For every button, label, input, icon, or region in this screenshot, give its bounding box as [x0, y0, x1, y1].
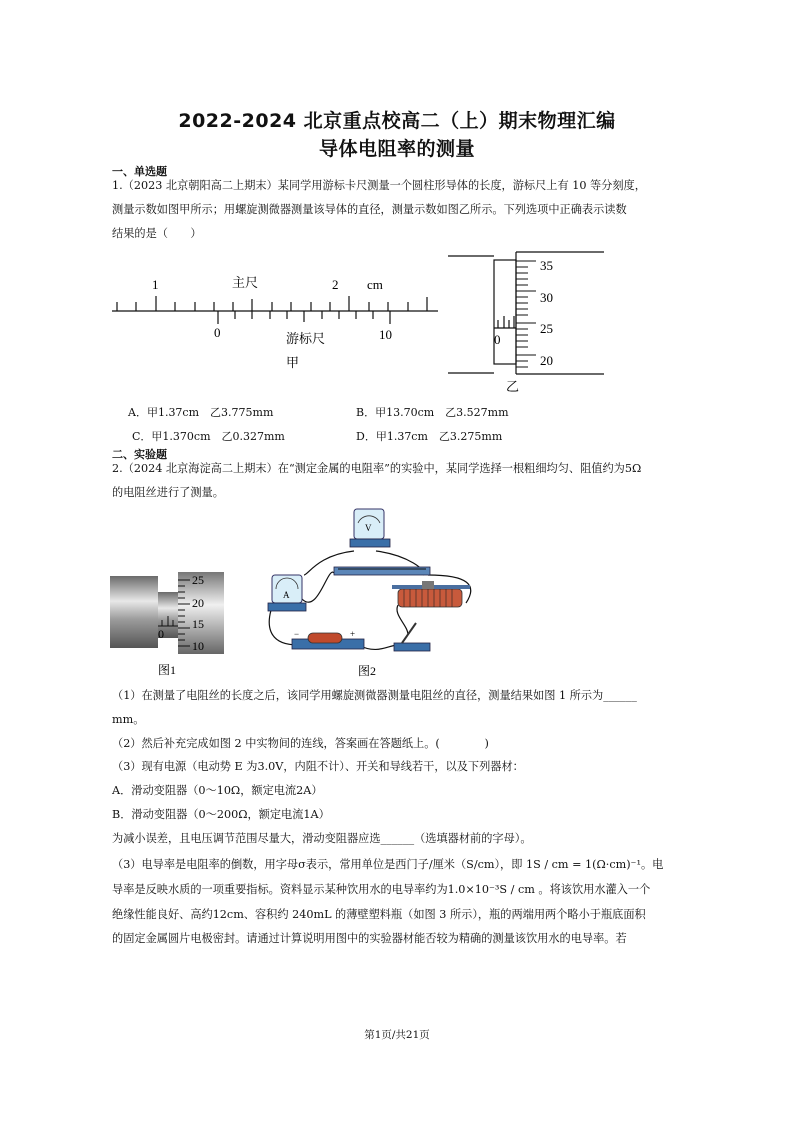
q2-part4-line3: 绝缘性能良好、高约12cm、容积约 240mL 的薄壁塑料瓶（如图 3 所示），瓶的两端用两个略小于瓶底面积 [112, 908, 646, 921]
thimble-25: 25 [540, 321, 553, 336]
figure-caption-2: 图2 [358, 664, 377, 678]
thimble-30: 30 [540, 290, 553, 305]
option-d[interactable]: D．甲1.37cm 乙3.275mm [356, 430, 503, 443]
q2-option-b: B．滑动变阻器（0～200Ω，额定电流1A） [112, 808, 330, 821]
q2-option-a: A．滑动变阻器（0～10Ω，额定电流2A） [112, 784, 323, 797]
section-heading-single-choice: 一、单选题 [112, 165, 167, 178]
section-heading-experiment: 二、实验题 [112, 448, 167, 461]
q2-part3-answer: 为减小误差，且电压调节范围尽量大，滑动变阻器应选______（选填器材前的字母）。 [112, 832, 532, 845]
page-footer: 第1页/共21页 [364, 1029, 430, 1041]
page-title: 2022-2024 北京重点校高二（上）期末物理汇编 [178, 110, 616, 132]
thimble-20: 20 [540, 353, 553, 368]
fig1-scale-20: 20 [192, 596, 204, 610]
option-c[interactable]: C．甲1.370cm 乙0.327mm [132, 430, 285, 443]
q2-part1-line1: （1）在测量了电阻丝的长度之后，该同学用螺旋测微器测量电阻丝的直径，测量结果如图 1 所示为______ [112, 689, 637, 702]
figure-caption-yi: 乙 [506, 379, 520, 394]
q2-part3: （3）现有电源（电动势 E 为3.0V，内阻不计）、开关和导线若干，以及下列器材： [112, 760, 524, 773]
fig1-scale-25: 25 [192, 573, 204, 587]
micrometer-figure-1 [110, 570, 230, 682]
circuit-figure-2 [258, 505, 488, 683]
q2-part4-line4: 的固定金属圆片电极密封。请通过计算说明用图中的实验器材能否较为精确的测量该饮用水的电导率。若 [112, 932, 627, 945]
q2-part2: （2）然后补充完成如图 2 中实物间的连线，答案画在答题纸上。( ) [112, 737, 489, 750]
page-subtitle: 导体电阻率的测量 [318, 138, 475, 160]
fig1-scale-10: 10 [192, 639, 204, 653]
main-tick-1: 1 [152, 277, 159, 292]
option-a[interactable]: A．甲1.37cm 乙3.775mm [128, 406, 274, 419]
svg-text:+: + [350, 629, 356, 639]
svg-text:−: − [294, 629, 300, 639]
main-tick-2: 2 [332, 277, 339, 292]
fig1-scale-15: 15 [192, 617, 204, 631]
sleeve-zero: 0 [494, 332, 501, 347]
unit-label: cm [367, 277, 383, 292]
vernier-scale-label: 游标尺 [286, 331, 326, 346]
vernier-tick-10: 10 [379, 327, 392, 342]
micrometer-figure-yi [446, 248, 606, 396]
q1-text-line2: 测量示数如图甲所示；用螺旋测微器测量该导体的直径，测量示数如图乙所示。下列选项中正确表示读数 [112, 203, 627, 216]
option-b[interactable]: B．甲13.70cm 乙3.527mm [356, 406, 509, 419]
figure-caption-1: 图1 [158, 663, 177, 677]
fig1-zero: 0 [158, 627, 164, 641]
ammeter-label: A [283, 590, 290, 600]
vernier-tick-0: 0 [214, 325, 221, 340]
q1-text-line1: 1.（2023 北京朝阳高二上期末）某同学用游标卡尺测量一个圆柱形导体的长度，游标尺上有 10 等分刻度， [112, 179, 646, 192]
voltmeter-label: V [365, 523, 372, 533]
figure-caption-jia: 甲 [286, 355, 300, 370]
q2-text-line2: 的电阻丝进行了测量。 [112, 486, 224, 499]
vernier-caliper-figure [108, 262, 438, 374]
main-scale-label: 主尺 [232, 275, 259, 290]
q2-part4-line2: 导率是反映水质的一项重要指标。资料显示某种饮用水的电导率约为1.0×10⁻³S / cm 。将该饮用水灌入一个 [112, 883, 651, 896]
thimble-35: 35 [540, 258, 553, 273]
q2-text-line1: 2.（2024 北京海淀高二上期末）在“测定金属的电阻率”的实验中，某同学选择一根粗细均匀、阻值约为5Ω [112, 462, 642, 475]
q2-part4-line1: （3）电导率是电阻率的倒数，用字母σ表示，常用单位是西门子/厘米（S/cm），即 1S / cm = 1(Ω·cm)⁻¹。电 [112, 858, 664, 871]
q2-part1-line2: mm。 [112, 713, 145, 726]
q1-text-line3: 结果的是（ ） [112, 227, 202, 240]
